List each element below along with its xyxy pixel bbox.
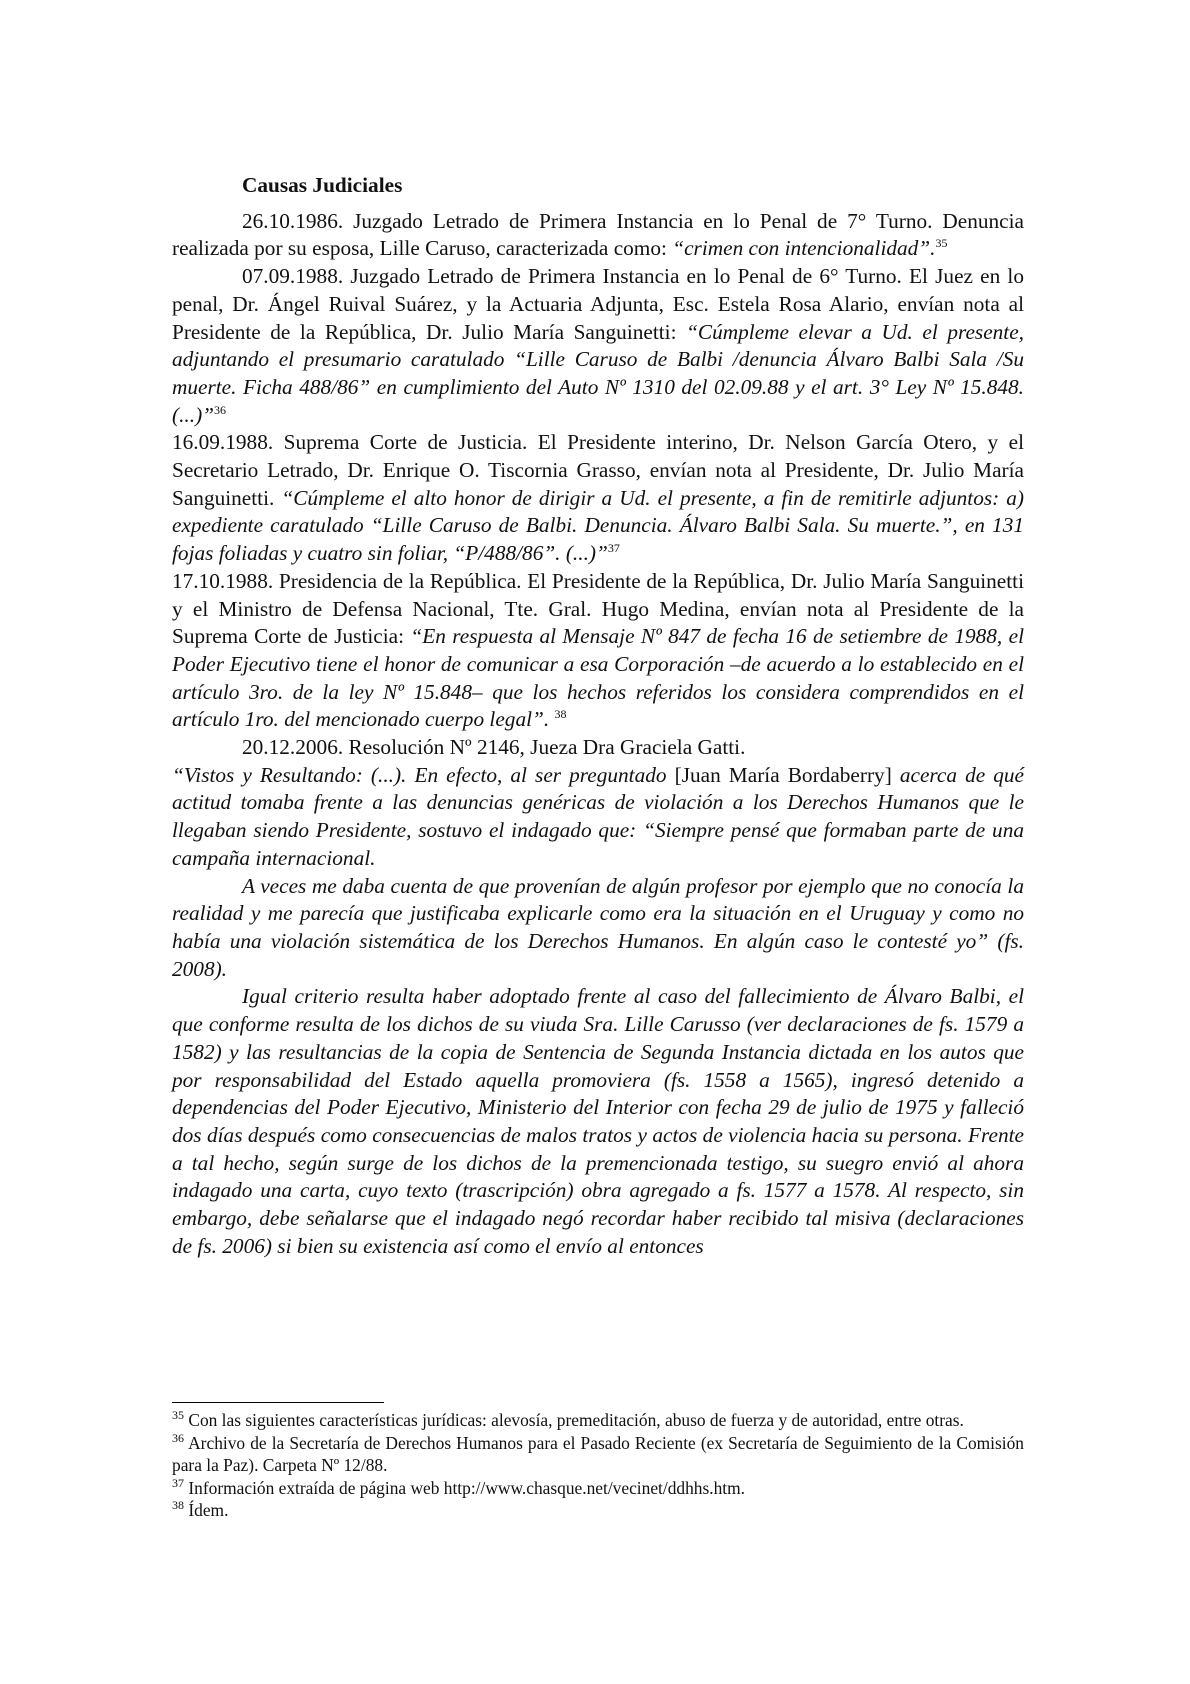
entry-text: 07.09.1988. Juzgado Letrado de Primera Instancia en lo Penal de 6° Turno. El Juez en lo penal, Dr. Ángel Ruival Suárez, y la Actuaria Adjunta, Esc. Estela Rosa Alario, envían nota al Presidente de la República, Dr. Julio María Sanguinetti:	[172, 264, 1024, 344]
entry-1988-sep-07	[172, 263, 1024, 429]
footnote-ref-35[interactable]: 35	[935, 236, 948, 251]
entry-quote: “Cúmpleme el alto honor de dirigir a Ud. el presente, a fin de remitirle adjuntos: a) expediente caratulado “Lille Caruso de Balbi. Denuncia. Álvaro Balbi Sala. Su muerte.”, en 131 fojas foliadas y cuatro sin foliar, “P/488/86”. (...)”	[172, 485, 1024, 566]
footnote-ref-36[interactable]: 36	[214, 402, 227, 417]
entry-quote: “crimen con intencionalidad”.	[672, 236, 936, 261]
quote-paragraph-2	[172, 873, 1024, 984]
bracket-insertion: [Juan María Bordaberry]	[674, 762, 892, 787]
footnote-38	[172, 1499, 1024, 1522]
quote-part-2: acerca de qué actitud tomaba frente a las denuncias genéricas de violación a los Derechos Humanos que le llegaban siendo Presidente, sostuvo el indagado que: “Siempre pensé que formaban parte de una campaña internacional.	[172, 762, 1024, 870]
footnote-text: Con las siguientes características jurídicas: alevosía, premeditación, abuso de fuerza y de autoridad, entre otras.	[184, 1410, 964, 1430]
entry-2006: 20.12.2006. Resolución Nº 2146, Jueza Dra Graciela Gatti.	[242, 735, 746, 760]
footnote-number: 35	[172, 1408, 184, 1423]
quote-paragraph-3	[172, 983, 1024, 1260]
footnote-36	[172, 1432, 1024, 1477]
footnote-number: 37	[172, 1475, 184, 1490]
footnote-ref-38[interactable]: 38	[554, 707, 567, 722]
entry-text: 17.10.1988. Presidencia de la República. El Presidente de la República, Dr. Julio María Sanguinetti y el Ministro de Defensa Nacional, Tte. Gral. Hugo Medina, envían nota al Presidente de la Suprema Corte de Justicia:	[172, 568, 1024, 649]
footnote-text: Archivo de la Secretaría de Derechos Humanos para el Pasado Reciente (ex Secretaría de Seguimiento de la Comisión para la Paz). Carpeta Nº 12/88.	[172, 1432, 1024, 1475]
entry-1988-oct-17	[172, 568, 1024, 734]
entry-text: 16.09.1988. Suprema Corte de Justicia. El Presidente interino, Dr. Nelson García Otero, y el Secretario Letrado, Dr. Enrique O. Tiscornia Grasso, envían nota al Presidente, Dr. Julio María Sanguinetti.	[172, 430, 1024, 510]
footnote-separator	[172, 1402, 384, 1403]
footnote-number: 36	[172, 1430, 184, 1445]
entry-quote: “En respuesta al Mensaje Nº 847 de fecha 16 de setiembre de 1988, el Poder Ejecutivo tiene el honor de comunicar a esa Corporación –de acuerdo a lo establecido en el artículo 3ro. de la ley Nº 15.848– que los hechos referidos los considera comprendidos en el artículo 1ro. del mencionado cuerpo legal”.	[172, 624, 1024, 732]
entry-quote: “Cúmpleme elevar a Ud. el presente, adjuntando el presumario caratulado “Lille Caruso de Balbi /denuncia Álvaro Balbi Sala /Su muerte. Ficha 488/86” en cumplimiento del Auto Nº 1310 del 02.09.88 y el art. 3° Ley Nº 15.848. (...)”	[172, 319, 1024, 427]
footnote-text: Información extraída de página web http://www.chasque.net/vecinet/ddhhs.htm.	[184, 1477, 746, 1498]
entry-1988-sep-16	[172, 429, 1024, 568]
quote-text: Igual criterio resulta haber adoptado frente al caso del fallecimiento de Álvaro Balbi, el que conforme resulta de los dichos de su viuda Sra. Lille Carusso (ver declaraciones de fs. 1579 a 1582) y las resultancias de la copia de Sentencia de Segunda Instancia dictada en los autos que por responsabilidad del Estado aquella promoviera (fs. 1558 a 1565), ingresó detenido a dependencias del Poder Ejecutivo, Ministerio del Interior con fecha 29 de julio de 1975 y falleció dos días después como consecuencias de malos tratos y actos de violencia hacia su persona. Frente a tal hecho, según surge de los dichos de la premencionada testigo, su suegro envió al ahora indagado una carta, cuyo texto (trascripción) obra agregado a fs. 1577 a 1578. Al respecto, sin embargo, debe señalarse que el indagado negó recordar haber recibido tal misiva (declaraciones de fs. 2006) si bien su existencia así como el envío al entonces	[172, 984, 1024, 1258]
quote-text: A veces me daba cuenta de que provenían de algún profesor por ejemplo que no conocía la realidad y me parecía que justificaba explicarle como era la situación en el Uruguay y como no había una violación sistemática de los Derechos Humanos. En algún caso le contesté yo” (fs. 2008).	[172, 873, 1024, 981]
resolution-quote	[172, 762, 1024, 873]
quote-part-1: “Vistos y Resultando: (...). En efecto, al ser preguntado	[172, 762, 675, 787]
footnote-37	[172, 1477, 1024, 1500]
footnote-35	[172, 1409, 1024, 1432]
footnote-ref-37[interactable]: 37	[607, 541, 620, 556]
section-heading: Causas Judiciales	[242, 173, 403, 197]
footnote-number: 38	[172, 1498, 184, 1513]
footnotes	[172, 1402, 1024, 1522]
entry-text: 26.10.1986. Juzgado Letrado de Primera Instancia en lo Penal de 7° Turno. Denuncia realizada por su esposa, Lille Caruso, caracterizada como:	[172, 208, 1024, 261]
entry-1986	[172, 208, 1024, 263]
document-body	[172, 172, 1024, 1260]
footnote-text: Ídem.	[184, 1500, 229, 1520]
